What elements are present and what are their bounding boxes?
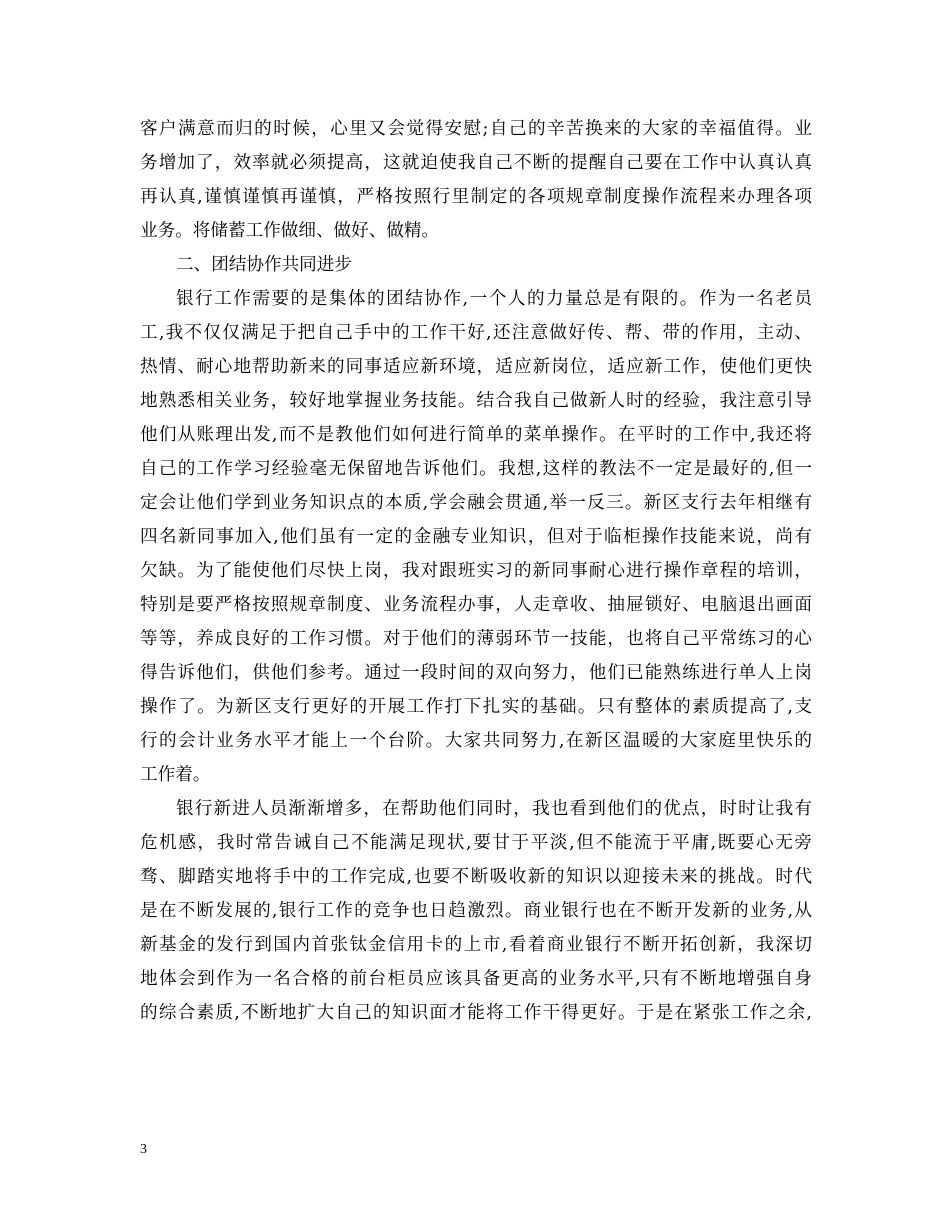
text-line: 他们从账理出发,而不是教他们如何进行简单的菜单操作。在平时的工作中,我还将: [140, 425, 812, 445]
text-line: 行的会计业务水平才能上一个台阶。大家共同努力,在新区温暖的大家庭里快乐的: [140, 731, 812, 751]
text-line: 业务。将储蓄工作做细、做好、做精。: [140, 221, 440, 241]
text-line: 危机感，我时常告诫自己不能满足现状,要甘于平淡,但不能流于平庸,既要心无旁: [140, 833, 812, 853]
text-line: 银行新进人员渐渐增多，在帮助他们同时，我也看到他们的优点，时时让我有: [176, 799, 812, 819]
text-line: 特别是要严格按照规章制度、业务流程办事，人走章收、抽屉锁好、电脑退出画面: [140, 595, 812, 615]
text-line: 操作了。为新区支行更好的开展工作打下扎实的基础。只有整体的素质提高了,支: [140, 697, 812, 717]
text-line: 再认真,谨慎谨慎再谨慎，严格按照行里制定的各项规章制度操作流程来办理各项: [140, 187, 812, 207]
text-line: 自己的工作学习经验毫无保留地告诉他们。我想,这样的教法不一定是最好的,但一: [140, 459, 812, 479]
section-heading: 二、团结协作共同进步: [176, 255, 352, 275]
text-line: 银行工作需要的是集体的团结协作,一个人的力量总是有限的。作为一名老员: [176, 289, 812, 309]
text-line: 是在不断发展的,银行工作的竞争也日趋激烈。商业银行也在不断开发新的业务,从: [140, 901, 812, 921]
text-line: 工,我不仅仅满足于把自己手中的工作干好,还注意做好传、帮、带的作用，主动、: [140, 323, 812, 343]
text-line: 热情、耐心地帮助新来的同事适应新环境，适应新岗位，适应新工作，使他们更快: [140, 357, 812, 377]
text-line: 地体会到作为一名合格的前台柜员应该具备更高的业务水平,只有不断地增强自身: [140, 969, 812, 989]
text-line: 骛、脚踏实地将手中的工作完成,也要不断吸收新的知识以迎接未来的挑战。时代: [140, 867, 812, 887]
text-line: 务增加了，效率就必须提高，这就迫使我自己不断的提醒自己要在工作中认真认真: [140, 153, 812, 173]
text-line: 地熟悉相关业务，较好地掌握业务技能。结合我自己做新人时的经验，我注意引导: [140, 391, 812, 411]
text-line: 欠缺。为了能使他们尽快上岗，我对跟班实习的新同事耐心进行操作章程的培训，: [140, 561, 812, 581]
text-line: 工作着。: [140, 765, 211, 785]
text-line: 客户满意而归的时候，心里又会觉得安慰;自己的辛苦换来的大家的幸福值得。业: [140, 119, 812, 139]
text-line: 定会让他们学到业务知识点的本质,学会融会贯通,举一反三。新区支行去年相继有: [140, 493, 812, 513]
text-line: 的综合素质,不断地扩大自己的知识面才能将工作干得更好。于是在紧张工作之余,: [140, 1003, 812, 1023]
text-line: 得告诉他们，供他们参考。通过一段时间的双向努力，他们已能熟练进行单人上岗: [140, 663, 812, 683]
text-line: 等等，养成良好的工作习惯。对于他们的薄弱环节一技能，也将自己平常练习的心: [140, 629, 812, 649]
text-line: 四名新同事加入,他们虽有一定的金融专业知识，但对于临柜操作技能来说，尚有: [140, 527, 812, 547]
text-line: 新基金的发行到国内首张钛金信用卡的上市,看着商业银行不断开拓创新，我深切: [140, 935, 812, 955]
page-number: 3: [140, 1142, 147, 1157]
